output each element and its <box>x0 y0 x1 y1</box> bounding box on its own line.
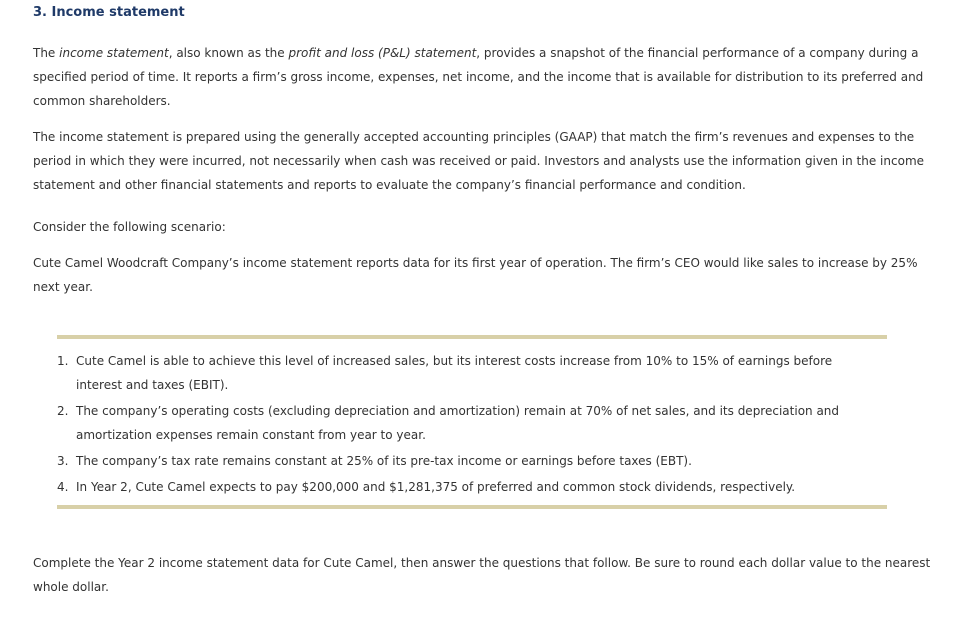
assumption-item <box>57 349 877 397</box>
intro-paragraph-1 <box>33 41 943 113</box>
intro-text-b: , also known as the <box>168 46 289 60</box>
intro-text-a: The <box>33 46 60 60</box>
instructions-paragraph: Complete the Year 2 income statement data for Cute Camel, then answer the questions that follow. Be sure to round each dollar value to the nearest whole dollar. <box>33 556 931 594</box>
assumptions-box <box>57 335 887 509</box>
assumption-text: Cute Camel is able to achieve this level of increased sales, but its interest costs increase from 10% to 15% of earnings before interest and taxes (EBIT). <box>76 354 833 392</box>
assumption-text: The company’s operating costs (excluding depreciation and amortization) remain at 70% of net sales, and its depreciation and amortization expenses remain constant from year to year. <box>76 404 840 442</box>
intro-text-c: , provides a snapshot of the financial performance of a company during a specified period of time. It reports a firm’s gross income, expenses, net income, and the income that is available for distribution to its preferred and common shareholders. <box>33 46 924 108</box>
term-profit-and-loss: profit and loss (P&L) statement <box>288 46 477 60</box>
scenario-description: Cute Camel Woodcraft Company’s income statement reports data for its first year of operation. The firm’s CEO would like sales to increase by 25% next year. <box>33 256 918 294</box>
assumption-text: The company’s tax rate remains constant at 25% of its pre-tax income or earnings before taxes (EBT). <box>76 454 692 468</box>
scenario-lead: Consider the following scenario: <box>33 220 226 234</box>
assumptions-list <box>57 349 877 501</box>
assumption-item <box>57 475 877 499</box>
assumption-number: 1. <box>57 354 69 368</box>
assumption-number: 4. <box>57 480 69 494</box>
intro-paragraph-2: The income statement is prepared using the generally accepted accounting principles (GAAP) that match the firm’s revenues and expenses to the period in which they were incurred, not necessarily when cash was received or paid. Investors and analysts use the information given in the income statement and other financial statements and reports to evaluate the company’s financial performance and condition. <box>33 130 925 192</box>
section-title: 3. Income statement <box>33 5 185 20</box>
term-income-statement: income statement <box>59 46 169 60</box>
assumption-number: 2. <box>57 404 69 418</box>
assumption-number: 3. <box>57 454 69 468</box>
assumption-item <box>57 399 877 447</box>
assumption-item <box>57 449 877 473</box>
assumption-text: In Year 2, Cute Camel expects to pay $200,000 and $1,281,375 of preferred and common stock dividends, respectively. <box>76 480 796 494</box>
